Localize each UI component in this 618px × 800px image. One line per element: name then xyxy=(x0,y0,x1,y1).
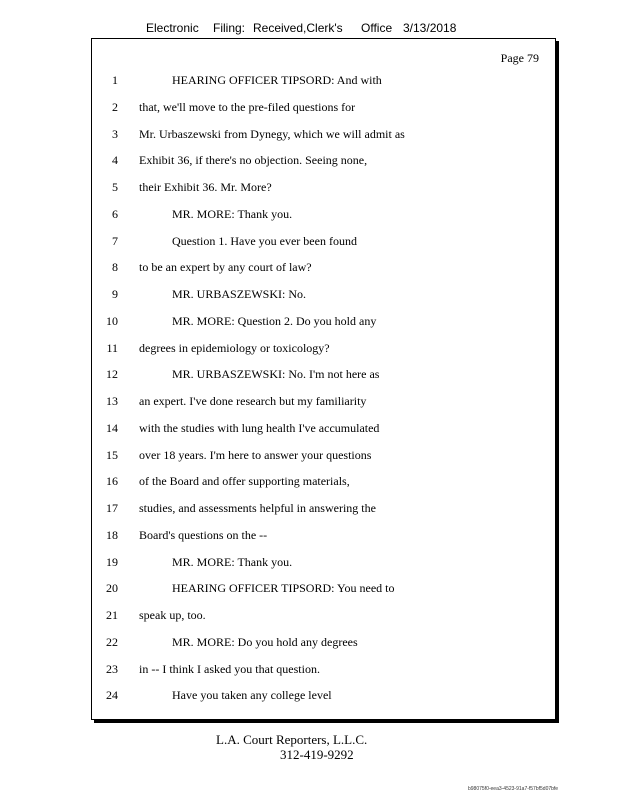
transcript-line xyxy=(92,206,555,233)
page-number: Page 79 xyxy=(500,51,539,65)
filing-header-part: Office xyxy=(361,21,393,35)
line-number: 5 xyxy=(112,180,118,194)
line-text: HEARING OFFICER TIPSORD: And with xyxy=(172,73,382,87)
line-number: 13 xyxy=(106,394,118,408)
line-number: 3 xyxy=(112,126,118,141)
line-text: their Exhibit 36. Mr. More? xyxy=(139,180,272,194)
transcript-line xyxy=(92,473,555,500)
line-text: MR. MORE: Thank you. xyxy=(172,206,293,221)
line-number: 6 xyxy=(112,206,118,221)
line-number: 20 xyxy=(106,581,118,596)
transcript-line xyxy=(92,500,555,527)
transcript-line xyxy=(92,126,555,153)
transcript-line xyxy=(92,286,555,313)
line-number: 9 xyxy=(112,287,118,301)
transcript-line xyxy=(92,687,555,714)
court-reporter-phone: 312-419-9292 xyxy=(280,747,354,762)
line-number: 23 xyxy=(106,661,118,676)
line-number: 15 xyxy=(106,447,118,462)
transcript-line xyxy=(92,313,555,340)
transcript-line xyxy=(92,634,555,661)
transcript-lines xyxy=(92,72,555,714)
line-text: to be an expert by any court of law? xyxy=(139,260,312,275)
line-text: MR. MORE: Thank you. xyxy=(172,554,293,569)
transcript-line xyxy=(92,527,555,554)
line-text: an expert. I've done research but my familiarity xyxy=(139,394,367,408)
transcript-line xyxy=(92,340,555,367)
line-number: 8 xyxy=(112,260,118,275)
transcript-line xyxy=(92,72,555,99)
filing-header-part: Received,Clerk's xyxy=(253,21,343,35)
line-text: MR. MORE: Do you hold any degrees xyxy=(172,634,358,649)
transcript-line xyxy=(92,152,555,179)
line-text: of the Board and offer supporting materials, xyxy=(139,474,350,489)
filing-header-part: Electronic xyxy=(146,21,199,35)
line-text: degrees in epidemiology or toxicology? xyxy=(139,340,330,355)
line-text: in -- I think I asked you that question. xyxy=(139,661,320,676)
line-number: 2 xyxy=(112,99,118,114)
line-number: 7 xyxy=(112,233,118,248)
line-number: 10 xyxy=(106,313,118,328)
line-number: 24 xyxy=(106,688,118,703)
transcript-line xyxy=(92,661,555,688)
line-text: Exhibit 36, if there's no objection. Seeing none, xyxy=(139,153,368,168)
line-text: Have you taken any college level xyxy=(172,688,332,703)
filing-header-part: Filing: xyxy=(213,21,246,35)
transcript-line xyxy=(92,420,555,447)
transcript-line xyxy=(92,259,555,286)
electronic-filing-header xyxy=(0,21,618,37)
line-number: 18 xyxy=(106,527,118,542)
line-text: Board's questions on the -- xyxy=(139,527,268,542)
line-number: 22 xyxy=(106,634,118,649)
line-number: 21 xyxy=(106,608,118,622)
transcript-line xyxy=(92,580,555,607)
transcript-line xyxy=(92,447,555,474)
line-text: that, we'll move to the pre-filed questions for xyxy=(139,99,356,114)
line-number: 17 xyxy=(106,501,118,515)
line-number: 1 xyxy=(112,73,118,87)
line-number: 11 xyxy=(106,340,118,355)
transcript-line xyxy=(92,366,555,393)
transcript-page xyxy=(91,38,556,720)
line-number: 4 xyxy=(112,153,118,168)
line-text: MR. MORE: Question 2. Do you hold any xyxy=(172,313,377,328)
document-id: b98075f0-eea3-4523-91a7-f57bf5d07bfe xyxy=(468,786,559,792)
transcript-line xyxy=(92,233,555,260)
line-text: Question 1. Have you ever been found xyxy=(172,233,357,248)
line-number: 14 xyxy=(106,420,118,435)
transcript-line xyxy=(92,99,555,126)
line-text: speak up, too. xyxy=(139,608,206,622)
line-number: 12 xyxy=(106,367,118,382)
transcript-line xyxy=(92,554,555,581)
transcript-line xyxy=(92,393,555,420)
line-text: studies, and assessments helpful in answering the xyxy=(139,501,376,515)
line-text: MR. URBASZEWSKI: No. xyxy=(172,287,307,301)
line-number: 16 xyxy=(106,474,118,489)
line-text: MR. URBASZEWSKI: No. I'm not here as xyxy=(172,367,380,382)
filing-header-date: 3/13/2018 xyxy=(403,21,457,35)
line-text: Mr. Urbaszewski from Dynegy, which we will admit as xyxy=(139,126,405,141)
line-text: HEARING OFFICER TIPSORD: You need to xyxy=(172,581,395,596)
line-text: over 18 years. I'm here to answer your questions xyxy=(139,447,372,462)
transcript-line xyxy=(92,179,555,206)
line-text: with the studies with lung health I've accumulated xyxy=(139,420,380,435)
transcript-line xyxy=(92,607,555,634)
court-reporter-name: L.A. Court Reporters, L.L.C. xyxy=(216,732,368,747)
line-number: 19 xyxy=(106,554,118,569)
